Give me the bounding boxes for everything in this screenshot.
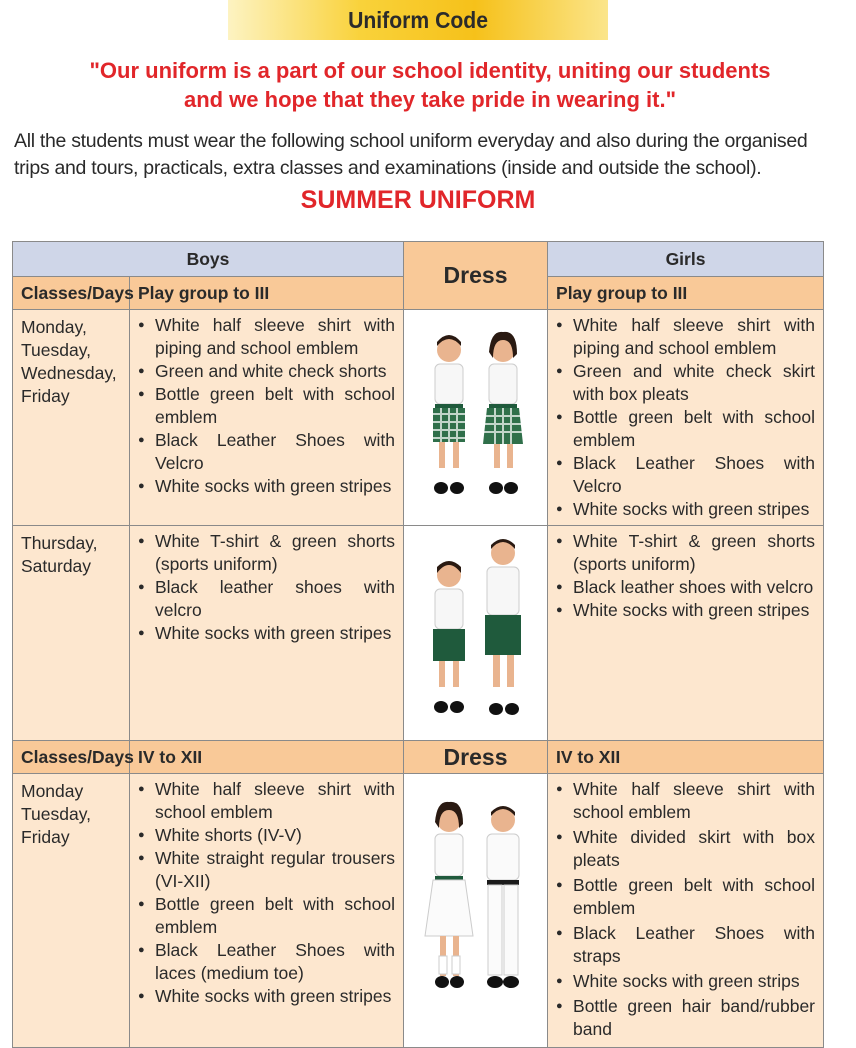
list-item: ● Black Leather Shoes with laces (medium toe) [138, 939, 395, 985]
uniform-photo-senior [404, 774, 548, 1048]
list-item: ● White half sleeve shirt with piping and school emblem [138, 314, 395, 360]
days-cell: Monday Tuesday, Friday [13, 774, 130, 1048]
list-item: ● White divided skirt with box pleats [556, 826, 815, 872]
children-senior-uniform-illustration [411, 796, 541, 1026]
gender-header-row [13, 242, 824, 277]
uniform-photo-sports [404, 526, 548, 741]
days-cell: Thursday, Saturday [13, 526, 130, 741]
list-item: ● White T-shirt & green shorts (sports uniform) [556, 530, 815, 576]
title-banner [228, 0, 608, 40]
list-item: ● White socks with green stripes [138, 622, 395, 645]
season-heading: SUMMER UNIFORM [300, 186, 536, 214]
intro-paragraph: All the students must wear the following school uniform everyday and also during the organised trips and tours, practicals, extra classes and examinations (inside and outside the school). [14, 130, 808, 179]
list-item: ● Bottle green hair band/rubber band [556, 995, 815, 1041]
table-row [13, 774, 824, 1048]
boys-items-cell [130, 774, 404, 1048]
boys-header: Boys [13, 242, 404, 277]
list-item: ● White socks with green stripes [138, 985, 395, 1008]
list-item: ● White socks with green stripes [556, 498, 815, 521]
boys-items-cell [130, 310, 404, 526]
list-item: ● Bottle green belt with school emblem [138, 893, 395, 939]
dress-header: Dress [404, 741, 548, 774]
uniform-photo-playgroup [404, 310, 548, 526]
girls-group-label: Play group to III [548, 277, 824, 310]
girls-header: Girls [548, 242, 824, 277]
girls-items-cell [548, 526, 824, 741]
girls-items-cell [548, 310, 824, 526]
boys-group-label: Play group to III [130, 277, 404, 310]
list-item: ● Black Leather Shoes with straps [556, 922, 815, 968]
list-item: ● Bottle green belt with school emblem [556, 874, 815, 920]
quote-line-1: "Our uniform is a part of our school identity, uniting our students [89, 58, 771, 83]
children-sports-uniform-illustration [411, 533, 541, 733]
uniform-table [12, 241, 824, 1048]
classes-days-label: Classes/Days [13, 741, 130, 774]
boys-group-label: IV to XII [130, 741, 404, 774]
list-item: ● Green and white check skirt with box pleats [556, 360, 815, 406]
list-item: ● White socks with green stripes [556, 599, 815, 622]
page-title: Uniform Code [348, 6, 488, 33]
classes-days-label: Classes/Days [13, 277, 130, 310]
list-item: ● White shorts (IV-V) [138, 824, 395, 847]
list-item: ● White straight regular trousers (VI-XII) [138, 847, 395, 893]
list-item: ● White half sleeve shirt with piping and school emblem [556, 314, 815, 360]
list-item: ● Black leather shoes with velcro [556, 576, 815, 599]
list-item: ● Black Leather Shoes with Velcro [138, 429, 395, 475]
dress-header: Dress [404, 242, 548, 310]
children-uniform-illustration [411, 328, 541, 508]
days-cell: Monday, Tuesday, Wednesday, Friday [13, 310, 130, 526]
table-row [13, 526, 824, 741]
section2-header-row [13, 741, 824, 774]
list-item: ● Bottle green belt with school emblem [556, 406, 815, 452]
list-item: ● White half sleeve shirt with school emblem [556, 778, 815, 824]
boys-items-cell [130, 526, 404, 741]
uniform-quote [60, 56, 800, 114]
quote-line-2: and we hope that they take pride in wearing it." [183, 87, 677, 112]
girls-group-label: IV to XII [548, 741, 824, 774]
list-item: ● White socks with green strips [556, 970, 815, 993]
list-item: ● White socks with green stripes [138, 475, 395, 498]
list-item: ● Black leather shoes with velcro [138, 576, 395, 622]
list-item: ● Black Leather Shoes with Velcro [556, 452, 815, 498]
list-item: ● Bottle green belt with school emblem [138, 383, 395, 429]
girls-items-cell [548, 774, 824, 1048]
table-row [13, 310, 824, 526]
list-item: ● White half sleeve shirt with school emblem [138, 778, 395, 824]
list-item: ● White T-shirt & green shorts (sports uniform) [138, 530, 395, 576]
list-item: ● Green and white check shorts [138, 360, 395, 383]
